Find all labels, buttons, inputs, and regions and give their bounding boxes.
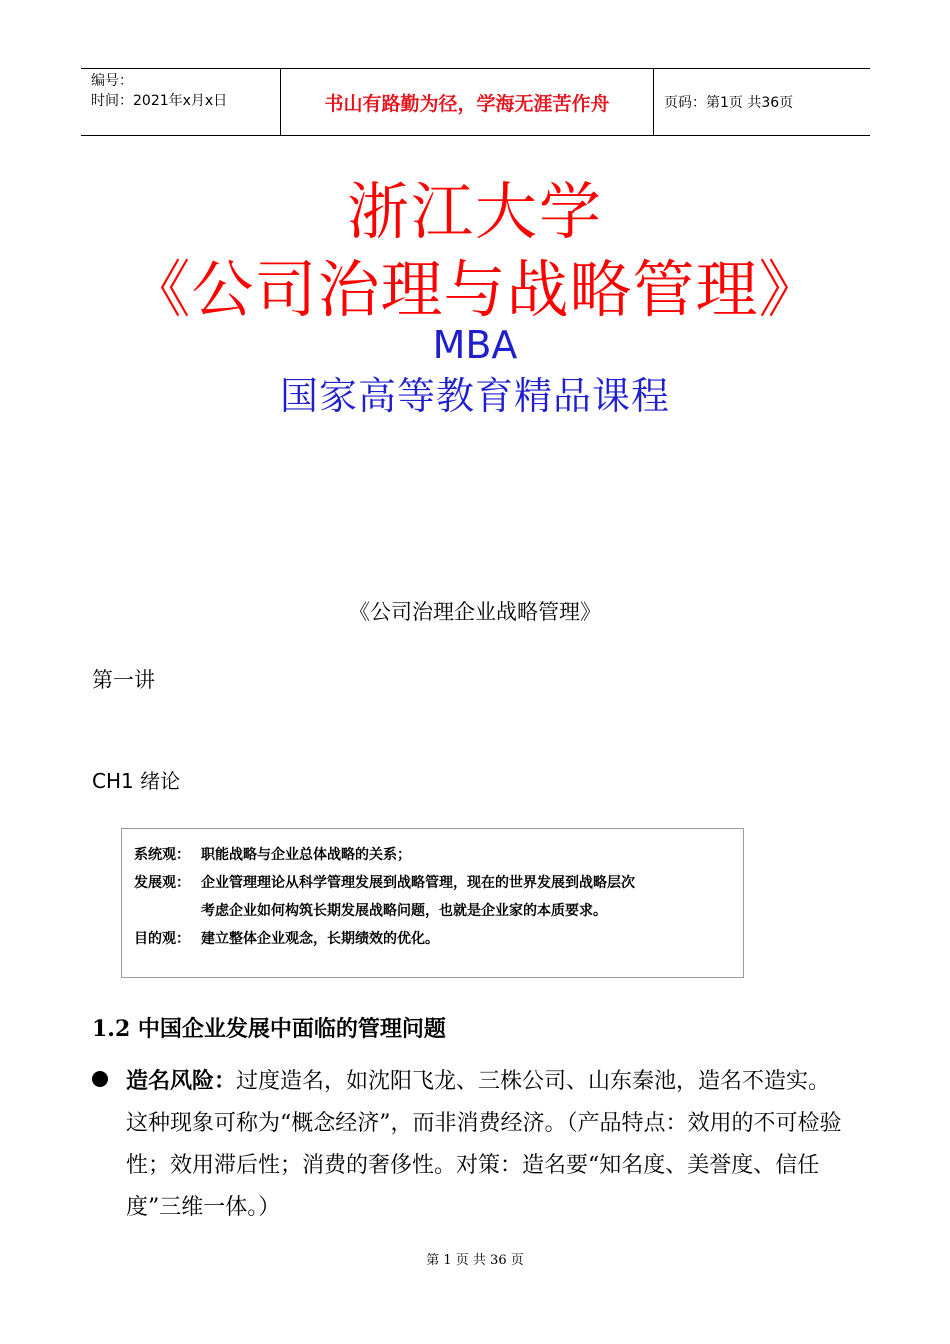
chapter-heading: CH1 绪论 — [92, 769, 181, 793]
title-mba: MBA — [432, 323, 518, 367]
summary-text: 建立整体企业观念，长期绩效的优化。 — [201, 931, 439, 947]
summary-row — [134, 925, 743, 953]
summary-text: 职能战略与企业总体战略的关系； — [201, 847, 411, 863]
summary-text: 考虑企业如何构筑长期发展战略问题，也就是企业家的本质要求。 — [201, 903, 607, 919]
page-footer: 第 1 页 共 36 页 — [426, 1253, 524, 1268]
document-subtitle: 《公司治理企业战略管理》 — [349, 600, 601, 624]
summary-label: 目的观： — [134, 931, 190, 947]
bullet-text: 过度造名，如沈阳飞龙、三株公司、山东秦池，造名不造实。这种现象可称为“概念经济”，而非消费经济。（产品特点：效用的不可检验性；效用滞后性；消费的奢侈性。对策：造名要“知名度、美誉度、信任度”三维一体。） — [126, 1069, 842, 1220]
section-heading: 1.2 中国企业发展中面临的管理问题 — [92, 1016, 446, 1042]
summary-box — [121, 828, 744, 978]
bullet-term: 造名风险： — [126, 1068, 237, 1094]
summary-text: 企业管理理论从科学管理发展到战略管理，现在的世界发展到战略层次 — [201, 875, 635, 891]
header-meta — [81, 69, 281, 135]
page-header — [81, 68, 870, 136]
lecture-heading: 第一讲 — [92, 668, 155, 692]
summary-row — [134, 869, 743, 897]
summary-row — [134, 897, 743, 925]
bullet-body — [126, 1060, 852, 1229]
title-program: 国家高等教育精品课程 — [279, 374, 670, 418]
title-course: 《公司治理与战略管理》 — [128, 253, 822, 326]
summary-row — [134, 841, 743, 869]
bullet-icon — [92, 1071, 108, 1087]
header-page-info: 页码：第1页 共36页 — [664, 95, 794, 111]
number-label: 编号： — [91, 73, 133, 89]
summary-label: 发展观： — [134, 875, 190, 891]
bullet-item — [92, 1060, 852, 1229]
summary-label — [134, 897, 201, 925]
time-label: 时间：2021年x月x日 — [91, 93, 228, 109]
header-motto: 书山有路勤为径，学海无涯苦作舟 — [281, 69, 654, 135]
summary-label: 系统观： — [134, 847, 190, 863]
title-university: 浙江大学 — [346, 175, 603, 248]
